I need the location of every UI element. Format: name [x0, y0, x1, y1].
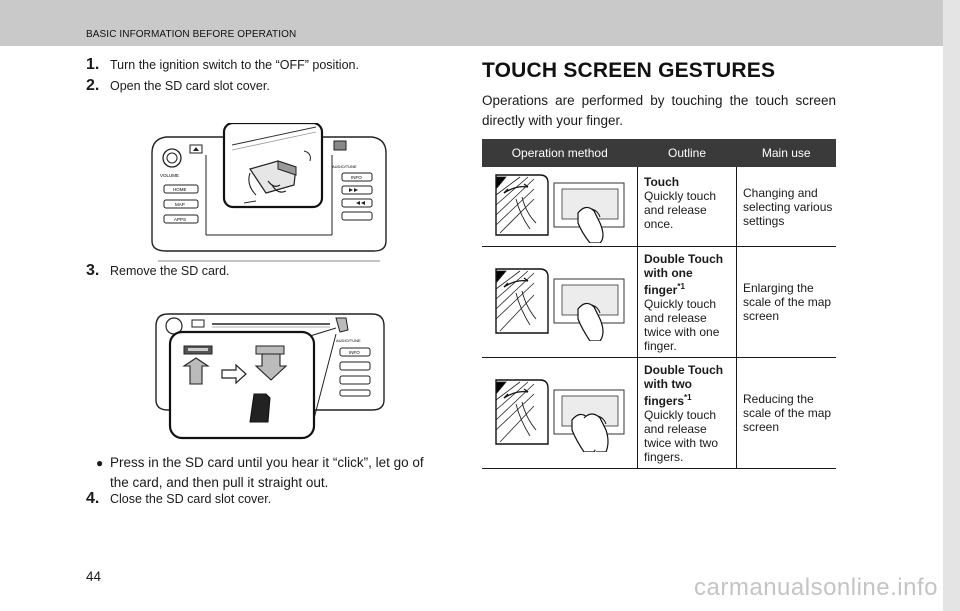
gesture-description: Quickly touch and release once.	[644, 189, 717, 231]
figure-remove-sd-card	[150, 310, 390, 440]
bullet-dot: ●	[96, 456, 104, 470]
table-row	[482, 358, 836, 469]
gesture-outline-cell	[638, 358, 737, 469]
step-text: Remove the SD card.	[110, 264, 230, 278]
figure-open-slot-cover	[146, 123, 392, 283]
step-1	[86, 56, 359, 74]
gesture-main-use-cell: Reducing the scale of the map screen	[737, 358, 837, 469]
figure-label-info: INFO	[351, 175, 362, 180]
gesture-main-use-cell: Changing and selecting various settings	[737, 167, 837, 247]
figure-label-info: INFO	[349, 350, 360, 355]
step-4	[86, 490, 271, 508]
bullet-line-2: the card, and then pull it straight out.	[110, 475, 329, 490]
gesture-illustration-cell	[482, 167, 638, 247]
step-3	[86, 262, 230, 280]
figure-label-apps: APPS	[174, 217, 187, 222]
figure-label-home: HOME	[173, 187, 187, 192]
figure-label-map: MAP	[175, 202, 185, 207]
column-header-main-use: Main use	[737, 139, 837, 167]
bullet-note	[96, 453, 438, 492]
gesture-name: Touch	[644, 175, 680, 189]
double-touch-two-fingers-illustration	[482, 372, 637, 452]
step-text: Turn the ignition switch to the “OFF” position.	[110, 58, 359, 72]
step-text: Close the SD card slot cover.	[110, 492, 272, 506]
gesture-description: Quickly touch and release twice with one finger.	[644, 297, 720, 353]
figure-label-audio: AUDIO/TUNE	[336, 338, 361, 343]
step-number: 1.	[86, 56, 100, 73]
header-band	[0, 0, 943, 46]
gesture-name: Double Touch with one finger$^{*1}$	[644, 252, 724, 297]
gesture-outline-cell	[638, 247, 737, 358]
gesture-illustration-cell	[482, 247, 638, 358]
table-row	[482, 247, 836, 358]
intro-paragraph: Operations are performed by touching the touch screen directly with your finger.	[482, 93, 836, 128]
table-row	[482, 167, 836, 247]
step-number: 2.	[86, 77, 100, 94]
page-edge-strip	[943, 0, 960, 611]
table-header-row	[482, 139, 836, 167]
page-number: 44	[86, 569, 102, 584]
step-2	[86, 77, 270, 95]
gesture-illustration-cell	[482, 358, 638, 469]
step-number: 4.	[86, 490, 100, 507]
gesture-name: Double Touch with two fingers$^{*1}$	[644, 363, 724, 408]
column-header-operation-method: Operation method	[482, 139, 638, 167]
gesture-table	[482, 139, 836, 469]
gesture-description: Quickly touch and release twice with two fingers.	[644, 408, 719, 464]
step-text: Open the SD card slot cover.	[110, 79, 270, 93]
figure-label-audio: AUDIO/TUNE	[332, 164, 357, 169]
section-title: BASIC INFORMATION BEFORE OPERATION	[86, 29, 297, 40]
figure-label-volume: VOLUME	[160, 173, 180, 178]
double-touch-one-finger-illustration	[482, 261, 637, 341]
page-title: TOUCH SCREEN GESTURES	[482, 59, 776, 82]
watermark: carmanualsonline.info	[694, 574, 938, 601]
step-number: 3.	[86, 262, 100, 279]
gesture-main-use-cell: Enlarging the scale of the map screen	[737, 247, 837, 358]
column-header-outline: Outline	[638, 139, 737, 167]
touch-gesture-illustration	[482, 167, 637, 243]
gesture-outline-cell	[638, 167, 737, 247]
bullet-line-1: Press in the SD card until you hear it “click”, let go of	[110, 455, 424, 470]
